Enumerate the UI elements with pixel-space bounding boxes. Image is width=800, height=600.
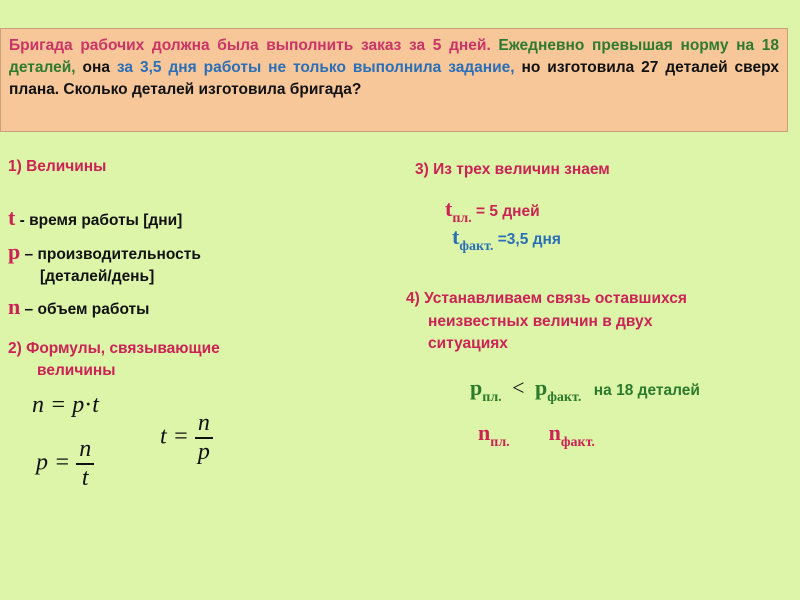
relation-note: на 18 деталей [593,382,700,399]
formula-n-dot: · [84,392,93,418]
formula-t-numerator: n [197,410,210,436]
problem-part-4: за 3,5 дня работы не только выполнила задание, [116,59,515,76]
var-n-plan: n [478,420,491,445]
problem-statement [0,28,788,132]
var-n-fact: n [548,420,561,445]
section-4-title-line2: неизвестных величин в двух [428,313,653,330]
formula-t-lhs: t = [160,423,189,450]
var-t: t [8,205,16,230]
relation-p [470,375,700,405]
var-t-plan: t [445,196,453,221]
var-n: n [8,294,21,319]
problem-part-3: она [75,59,117,76]
sub-p-fact: факт. [547,390,582,405]
known-t-plan [445,196,540,226]
formula-p-fraction [76,436,94,492]
sub-n-fact: факт. [560,435,595,450]
desc-n: – объем работы [20,301,150,318]
section-1-title: 1) Величины [8,158,107,175]
section-2-title-line1: 2) Формулы, связывающие [8,340,220,357]
var-t-fact: t [452,224,460,249]
desc-p: – производительность [20,246,201,263]
section-3-title: 3) Из трех величин знаем [415,161,610,178]
sub-n-plan: пл. [490,435,510,450]
section-4-title-line3: ситуациях [428,335,508,352]
sub-plan: пл. [452,211,472,226]
section-4-title-line1: 4) Устанавливаем связь оставшихся [406,290,687,307]
var-p-fact: p [535,375,548,400]
section-2-title-line2: величины [37,362,116,379]
var-p-plan: p [470,375,483,400]
quantity-p [8,239,201,265]
less-than-sign: < [512,375,525,400]
problem-part-5: но изготовила 27 деталей сверх плана. Сколько деталей изготовила бригада? [9,59,779,98]
problem-part-2: Ежедневно превышая норму на 18 деталей, [9,37,779,76]
formula-p-numerator: n [79,436,92,462]
value-t-fact: =3,5 дня [493,231,561,248]
units-p: [деталей/день] [40,268,155,285]
formula-t-denominator: p [197,439,210,465]
problem-part-1: Бригада рабочих должна была выполнить заказ за 5 дней. [9,37,491,54]
sub-p-plan: пл. [482,390,502,405]
known-t-fact [452,224,561,254]
formula-n [32,392,99,419]
formula-p [36,436,94,492]
quantity-t [8,205,182,231]
desc-t: - время работы [дни] [15,212,183,229]
var-p: p [8,239,21,264]
relation-n [478,420,595,450]
formula-t [160,410,213,466]
sub-fact: факт. [459,239,494,254]
formula-n-rhs: t [92,392,99,418]
formula-p-lhs: p = [36,449,71,476]
quantity-n [8,294,149,320]
formula-t-fraction [195,410,213,466]
value-t-plan: = 5 дней [471,203,540,220]
formula-n-lhs: n = p [32,392,85,418]
formula-p-denominator: t [81,465,89,491]
